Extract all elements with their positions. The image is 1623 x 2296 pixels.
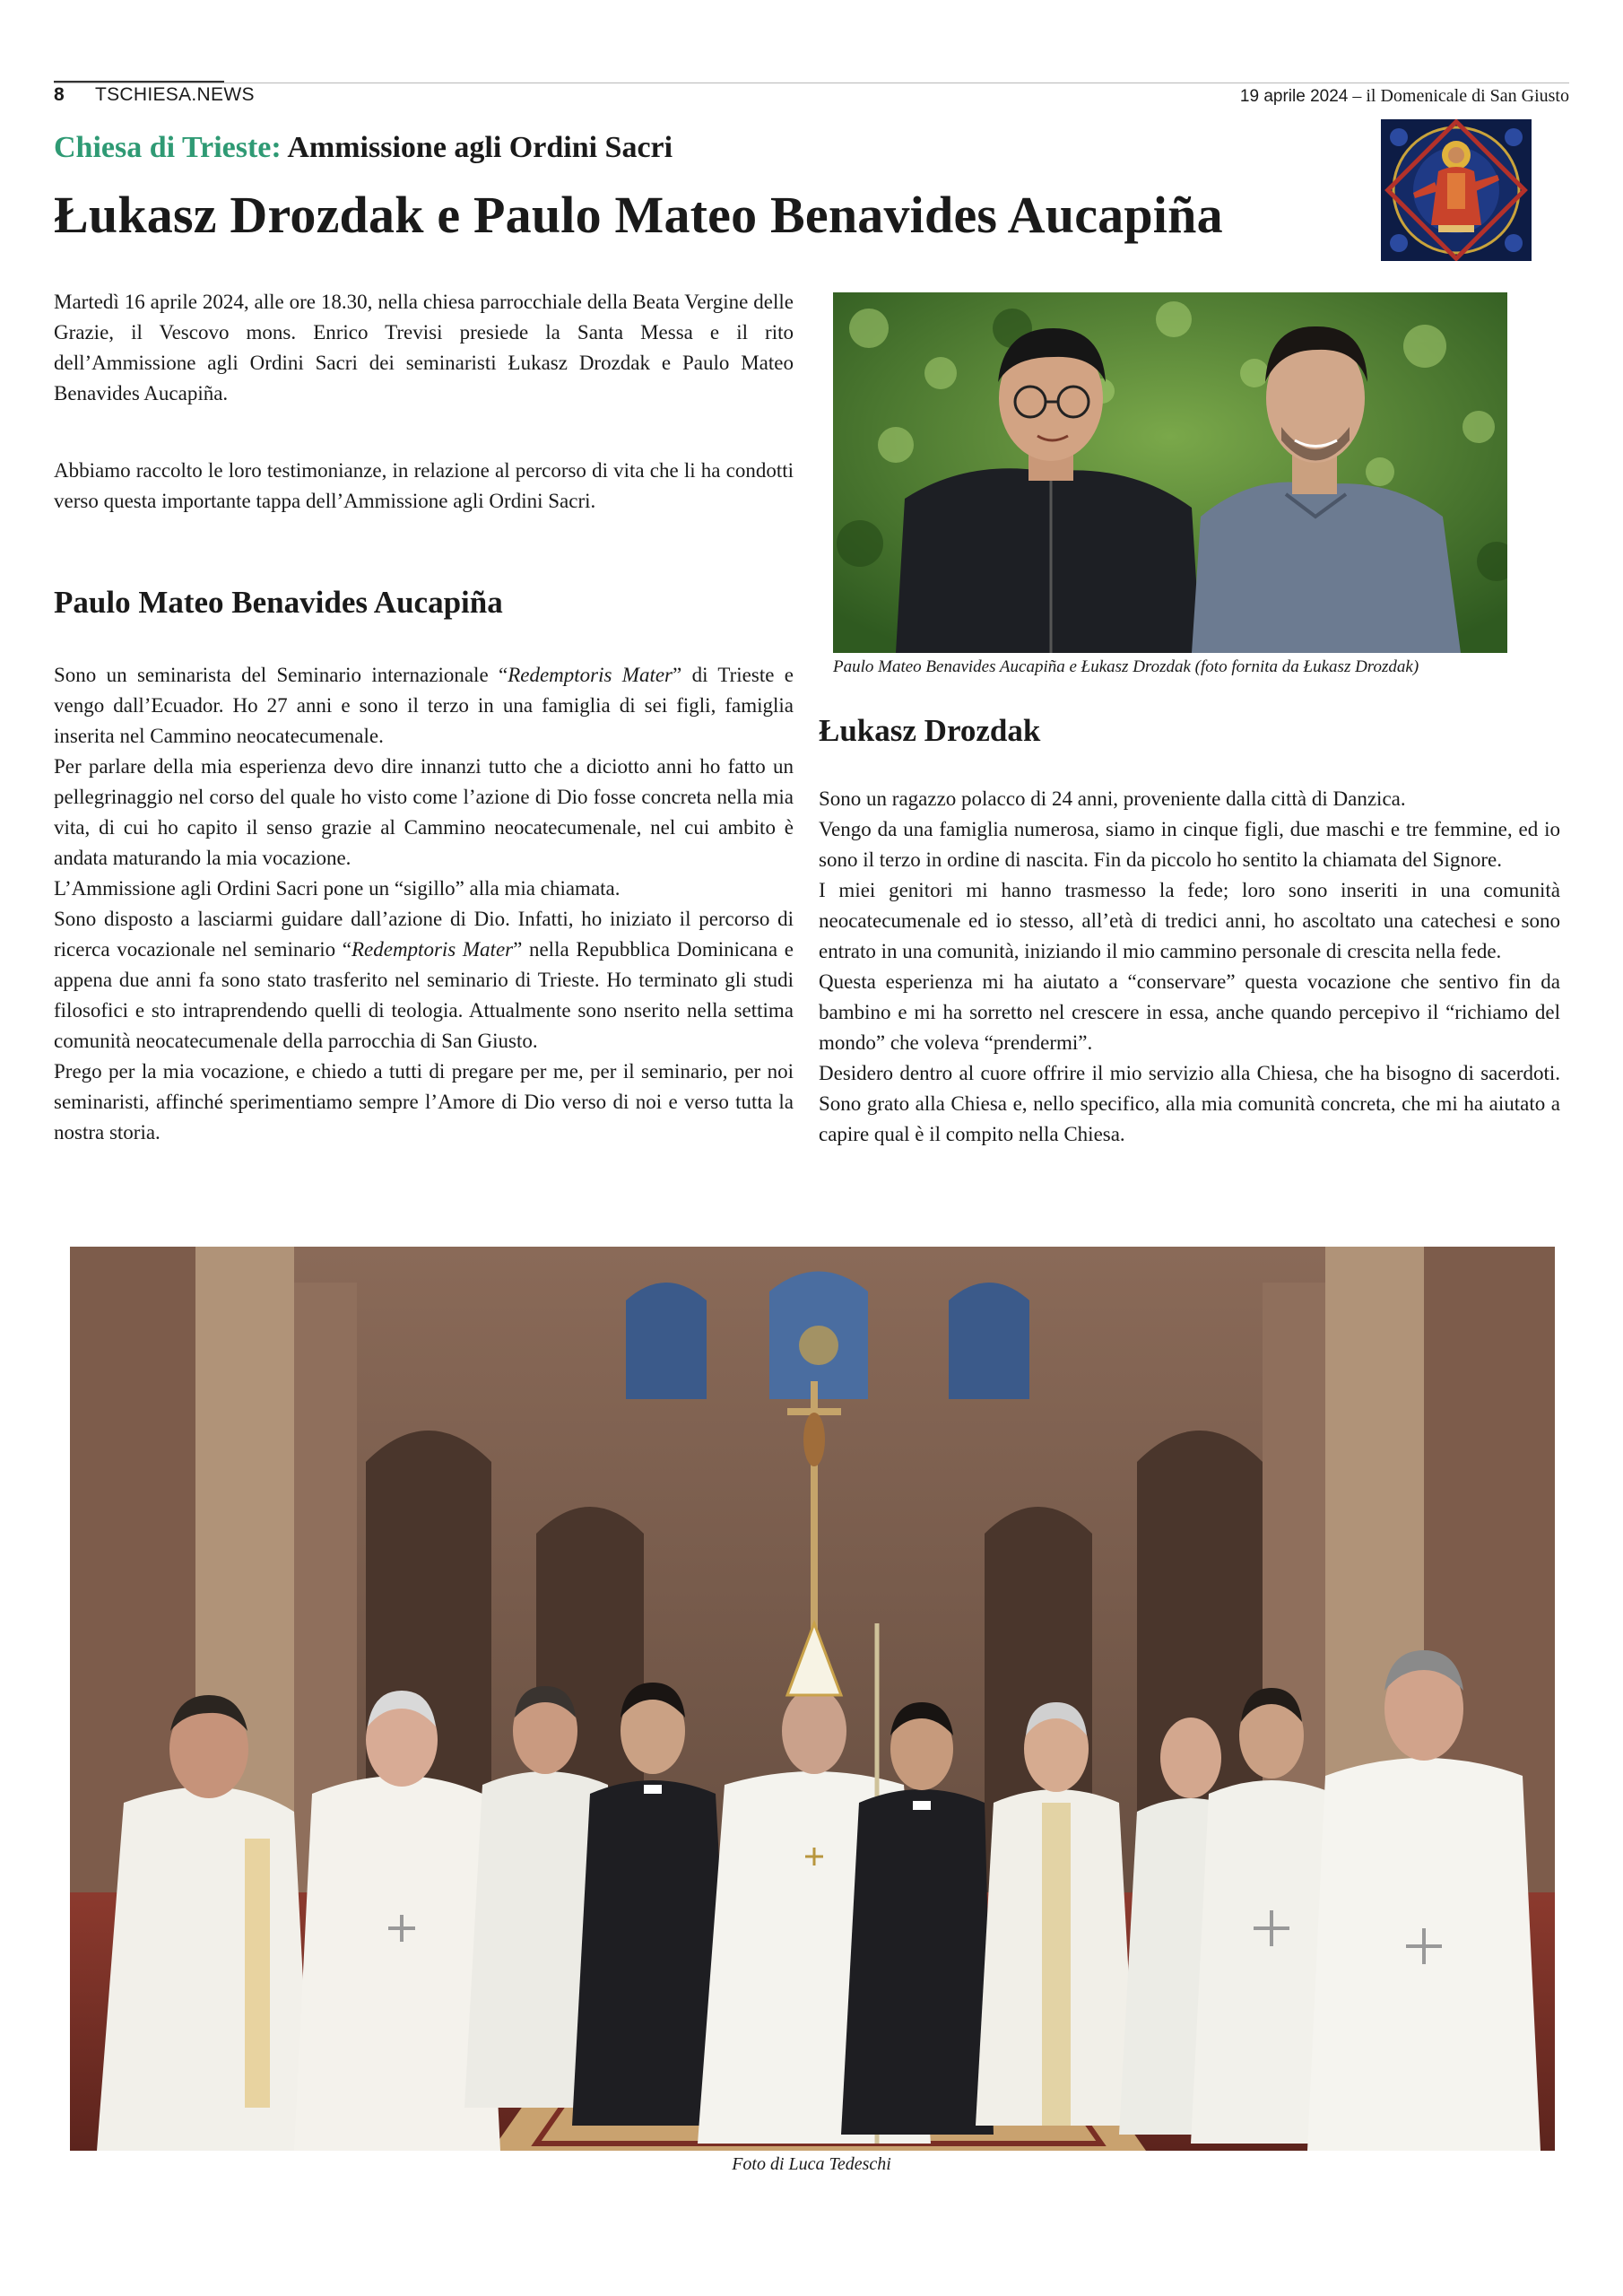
seminarists-photo [833, 292, 1507, 653]
lukasz-paragraph-1: Sono un ragazzo polacco di 24 anni, proveniente dalla città di Danzica. [819, 787, 1406, 810]
issue-info [1240, 86, 1569, 107]
intro-paragraph-2: Abbiamo raccolto le loro testimonianze, in relazione al percorso di vita che li ha condotti verso questa importante tappa dell’Ammissione agli Ordini Sacri. [54, 459, 794, 512]
lukasz-paragraph-5: Desidero dentro al cuore offrire il mio servizio alla Chiesa, che ha bisogno di sacerdoti. Sono grato alla Chiesa e, nello specifico, alla mia comunità concreta, che mi ha aiutato a capire qual è il compito nella Chiesa. [819, 1062, 1560, 1145]
page-title: Łukasz Drozdak e Paulo Mateo Benavides Aucapiña [54, 186, 1223, 244]
paulo-p4-text-a: Sono disposto a lasciarmi guidare dall’azione di Dio. Infatti, ho iniziato il percorso di ricerca vocazionale nel seminario “ [54, 908, 794, 961]
lukasz-paragraph-2: Vengo da una famiglia numerosa, siamo in cinque figli, due maschi e tre femmine, ed io sono il terzo in ordine di nascita. Fin da piccolo ho sentito la chiamata del Signore. [819, 818, 1560, 871]
lukasz-paragraph-3: I miei genitori mi hanno trasmesso la fede; loro sono inseriti in una comunità neocatecumenale ed io stesso, all’età di tredici anni, ho ascoltato una catechesi e sono entrato in una comunità, iniziando il mio cammino personale di crescita nella fede. [819, 879, 1560, 962]
publication-name: il Domenicale di San Giusto [1366, 86, 1569, 106]
paulo-p4-italic: Redemptoris Mater [351, 938, 514, 961]
paulo-paragraph-2: Per parlare della mia esperienza devo dire innanzi tutto che a diciotto anni ho fatto un pellegrinaggio nel corso del quale ho visto come l’azione di Dio fosse concreta nella mia vita, di cui ho capito il senso grazie al Cammino neocatecumenale, nel cui ambito è andata maturando la mia vocazione. [54, 755, 794, 869]
paulo-testimony [54, 660, 794, 1148]
christ-icon-image [1381, 119, 1532, 261]
kicker-section: Chiesa di Trieste: [54, 131, 282, 164]
issue-dash: – [1348, 86, 1367, 106]
paulo-paragraph-4 [54, 904, 794, 1057]
intro-paragraph-1: Martedì 16 aprile 2024, alle ore 18.30, nella chiesa parrocchiale della Beata Vergine delle Grazie, il Vescovo mons. Enrico Trevisi presiede la Santa Messa e il rito dell’Ammissione agli Ordini Sacri dei seminaristi Łukasz Drozdak e Paulo Mateo Benavides Aucapiña. [54, 291, 794, 404]
kicker [54, 131, 673, 165]
page-number: 8 [54, 84, 65, 105]
photo-top-caption: Paulo Mateo Benavides Aucapiña e Łukasz Drozdak (foto fornita da Łukasz Drozdak) [833, 657, 1419, 676]
section-title-paulo: Paulo Mateo Benavides Aucapiña [54, 585, 503, 620]
paulo-p1-text-b: ” di Trieste e vengo dall’Ecuador. Ho 27 anni e sono il terzo in una famiglia di sei figli, famiglia inserita nel Cammino neocatecumenale. [54, 664, 794, 747]
paulo-paragraph-1 [54, 660, 794, 752]
paulo-paragraph-3: L’Ammissione agli Ordini Sacri pone un “sigillo” alla mia chiamata. [54, 877, 621, 900]
paulo-paragraph-5: Prego per la mia vocazione, e chiedo a tutti di pregare per me, per il seminario, per noi seminaristi, affinché sperimentiamo sempre l’Amore di Dio verso di noi e verso tutta la nostra storia. [54, 1060, 794, 1144]
issue-date: 19 aprile 2024 [1239, 87, 1349, 106]
ceremony-group-photo [70, 1247, 1555, 2151]
kicker-topic: Ammissione agli Ordini Sacri [287, 131, 673, 164]
site-name[interactable]: TSCHIESA.NEWS [95, 84, 255, 105]
lukasz-paragraph-4: Questa esperienza mi ha aiutato a “conservare” questa vocazione che sentivo fin da bambino e mi ha sorretto nel crescere in essa, anche quando percepivo il “richiamo del mondo” che voleva “prendermi”. [819, 970, 1560, 1054]
photo-big-caption: Foto di Luca Tedeschi [732, 2154, 891, 2174]
paulo-p1-italic: Redemptoris Mater [508, 664, 673, 686]
paulo-p4-text-b: ” nella Repubblica Dominicana e appena due anni fa sono stato trasferito nel seminario di Trieste. Ho terminato gli studi filosofici e sto intraprendendo quelli di teologia. Attualmente sono nserito nella settima comunità neocatecumenale della parrocchia di San Giusto. [54, 938, 794, 1052]
section-title-lukasz: Łukasz Drozdak [819, 713, 1041, 748]
paulo-p1-text-a: Sono un seminarista del Seminario internazionale “ [54, 664, 508, 686]
lukasz-testimony [819, 784, 1560, 1150]
